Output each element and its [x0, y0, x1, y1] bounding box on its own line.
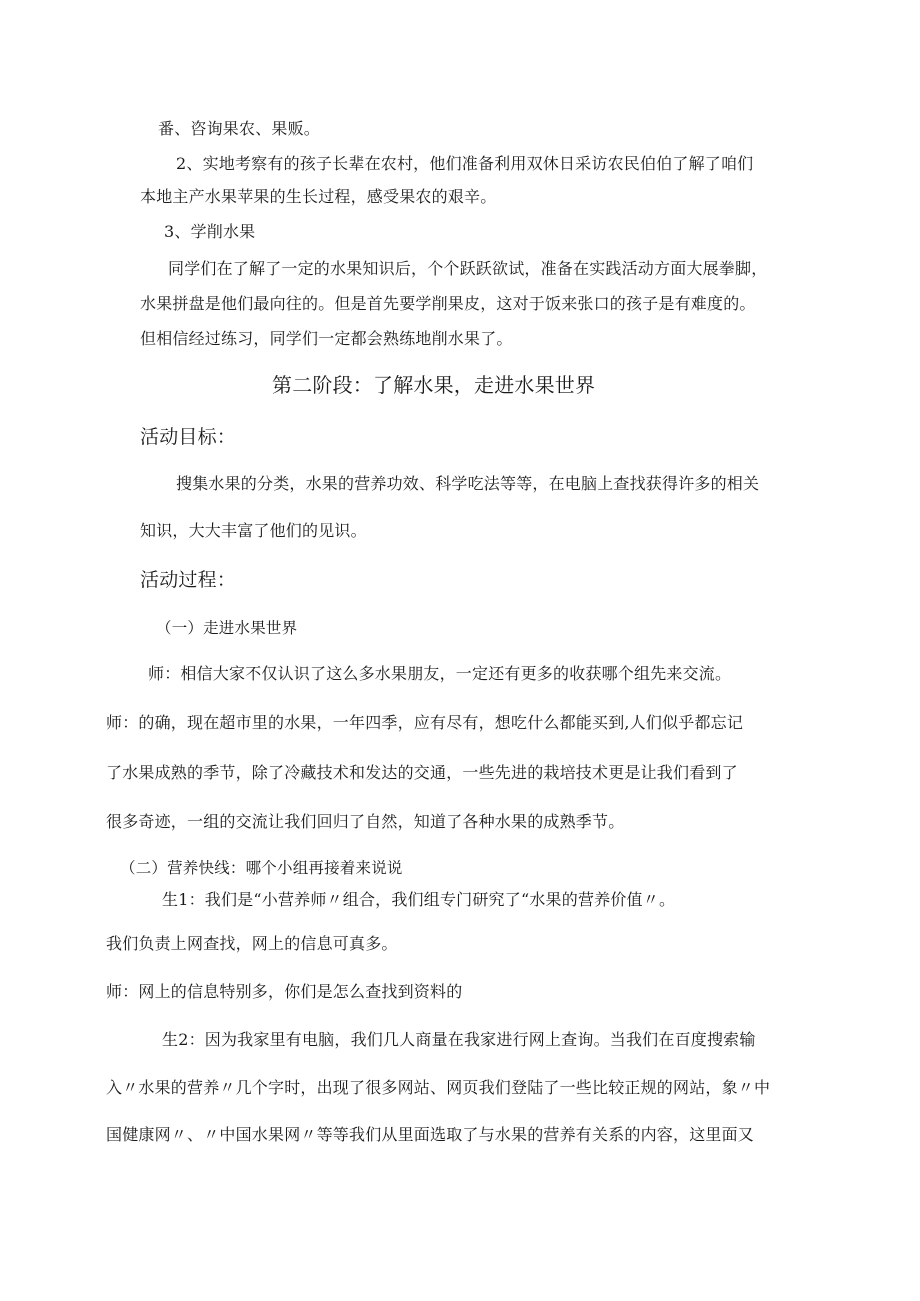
text-line-6: 水果拼盘是他们最向往的。但是首先要学削果皮，这对于饭来张口的孩子是有难度的。	[140, 294, 756, 313]
activity-process-heading: 活动过程：	[140, 569, 237, 591]
text-line-21: 师：网上的信息特别多，你们是怎么查找到资料的	[106, 982, 463, 1001]
text-line-24: 国健康网〃、〃中国水果网〃等等我们从里面选取了与水果的营养有关系的内容，这里面又	[106, 1125, 755, 1144]
text-line-1: 番、咨询果农、果贩。	[158, 119, 321, 138]
text-line-16: 了水果成熟的季节，除了冷藏技术和发达的交通，一些先进的栽培技术更是让我们看到了	[106, 763, 738, 782]
text-line-15: 师：的确，现在超市里的水果，一年四季，应有尽有，想吃什么都能买到,人们似乎都忘记	[106, 713, 744, 732]
text-line-7: 但相信经过练习，同学们一定都会熟练地削水果了。	[140, 329, 513, 348]
text-line-19: 生1：我们是“小营养师〃组合，我们组专门研究了“水果的营养价值〃。	[162, 890, 676, 909]
text-line-14: 师：相信大家不仅认识了这么多水果朋友，一定还有更多的收获哪个组先来交流。	[148, 664, 732, 683]
text-line-22: 生2：因为我家里有电脑，我们几人商量在我家进行网上查询。当我们在百度搜索输	[162, 1030, 756, 1049]
text-line-20: 我们负责上网查找，网上的信息可真多。	[106, 934, 398, 953]
text-line-3: 本地主产水果苹果的生长过程，感受果农的艰辛。	[140, 187, 497, 206]
text-line-4: 3、学削水果	[164, 222, 256, 241]
stage-two-title: 第二阶段：了解水果，走进水果世界	[272, 373, 596, 397]
section-two-heading: （二）营养快线：哪个小组再接着来说说	[120, 859, 403, 877]
text-line-17: 很多奇迹，一组的交流让我们回归了自然，知道了各种水果的成熟季节。	[106, 812, 625, 831]
text-line-5: 同学们在了解了一定的水果知识后，个个跃跃欲试，准备在实践活动方面大展拳脚，	[168, 259, 768, 278]
section-one-heading: （一）走进水果世界	[156, 619, 298, 637]
text-line-23: 入〃水果的营养〃几个字时，出现了很多网站、网页我们登陆了一些比较正规的网站，象〃中	[106, 1078, 771, 1097]
text-line-10: 搜集水果的分类，水果的营养功效、科学吃法等等，在电脑上查找获得许多的相关	[176, 474, 760, 493]
activity-goal-heading: 活动目标：	[140, 426, 237, 448]
text-line-11: 知识，大大丰富了他们的见识。	[140, 521, 367, 540]
text-line-2: 2、实地考察有的孩子长辈在农村，他们准备利用双休日采访农民伯伯了解了咱们	[176, 154, 754, 173]
